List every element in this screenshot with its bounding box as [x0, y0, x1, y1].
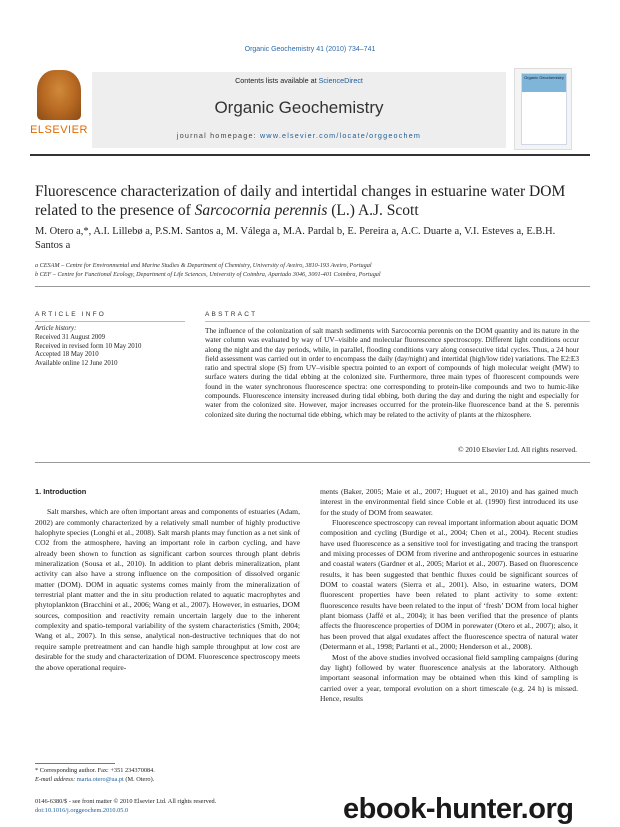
paragraph: ments (Baker, 2005; Maie et al., 2007; Huguet et al., 2010) and has gained much interest in the environmental field since Coble et al. (1990) first introduced its use for the study of DOM from seawater. [320, 487, 578, 517]
watermark-text: ebook-hunter.org [343, 793, 574, 825]
contents-line [92, 76, 506, 85]
body-column-left [35, 487, 300, 673]
abstract-rule [205, 321, 590, 322]
paragraph: Salt marshes, which are often important areas and components of estuaries (Adam, 2002) are commonly characterized by a relatively small number of highly productive halophyte species (Longhi et al., 2008). Salt marsh plants may function as a net sink of CO2 from the atmosphere, having an important role in carbon cycling, and have already been shown to function as significant carbon sources through plant debris mineralization (Sousa et al., 2010). In addition to plant debris mineralization, plant activity can also have a strong influence on the composition of dissolved organic matter (DOM). DOM in aquatic systems comes mainly from the mineralization of terrestrial plant matter and the in situ production related to aquatic macrophytes and phytoplankton (Bracchini et al., 2006; Wang et al., 2007). However, in estuaries, DOM sources, composition and reactivity remain uncertain largely due to the inherent complexity and spatio-temporal variability of the system characteristics (Smith, 2004; Wang et al., 2007). In this sense, analytical non-destructive techniques that do not require sample pretreatment and can handle high sample throughput at low cost are desirable for the study and characterization of DOM. Fluorescence spectroscopy meets the above operational require- [35, 507, 300, 672]
email-line [35, 776, 300, 785]
title-part2: (L.) A.J. Scott [327, 202, 419, 219]
paragraph: Fluorescence spectroscopy can reveal important information about aquatic DOM composition and cycling (Burdige et al., 2004; Chen et al., 2004). Recent studies have used fluorescence as a sensitive tool for investigating and tracing the transport and mixing processes of DOM from riverine and anthropogenic sources in estuarine and coastal waters (Gardner et al., 2005; Mariot et al., 2007). Based on fluorescence results, it has been suggested that benthic fluxes could be significant sources of DOM to coastal waters (Sierra et al., 2001). Also, in estuarine waters, DOM fluorescent properties have been related to plant activity to some extent: fluorescence results have been related to the input of ‘fresh’ DOM from local higher plant biomass (Jaffé et al., 2004); it has been verified that the presence of plants affects the fluorescence properties of DOM in porewater (Otero et al., 2007); also, it has been proved that algal exudates affect the fluorescence spectra of natural water (Determann et al., 1998; Parlanti et al., 2000; Henderson et al., 2008). [320, 518, 578, 652]
journal-homepage [92, 131, 506, 140]
author-list: M. Otero a,*, A.I. Lillebø a, P.S.M. Santos a, M. Válega a, M.A. Pardal b, E. Pereira a, A.C. Duarte a, V.I. Esteves a, E.B.H. Santos a [35, 226, 556, 251]
received-date: Received 31 August 2009 [35, 333, 106, 341]
elsevier-wordmark: ELSEVIER [30, 124, 88, 136]
affiliation-b: b CEF – Centre for Functional Ecology, Department of Life Sciences, University of Coimbra, Apartado 3046, 3001-401 Coimbra, Portugal [35, 271, 381, 278]
sciencedirect-link[interactable]: ScienceDirect [318, 76, 363, 85]
elsevier-logo [30, 68, 88, 152]
affiliation-a: a CESAM – Centre for Environmental and Marine Studies & Department of Chemistry, University of Aveiro, 3810-193 Aveiro, Portugal [35, 262, 372, 269]
email-link[interactable]: marta.otero@ua.pt [76, 775, 124, 783]
body-column-right [320, 487, 578, 704]
header-rule [30, 154, 590, 156]
affiliations [35, 261, 590, 279]
cover-page [521, 73, 567, 145]
cover-title: Organic Geochemistry [524, 75, 564, 80]
article-history [35, 325, 185, 369]
article-info-rule [35, 321, 185, 322]
email-label: E-mail address: [35, 775, 77, 783]
contents-prefix: Contents lists available at [235, 76, 319, 85]
homepage-prefix: journal homepage: [176, 131, 261, 140]
title-part1: Fluorescence characterization of daily and intertidal changes in estuarine water DOM related to the presence of [35, 183, 566, 219]
article-title [35, 182, 585, 220]
journal-reference[interactable]: Organic Geochemistry 41 (2010) 734–741 [244, 46, 376, 53]
journal-title: Organic Geochemistry [214, 98, 384, 117]
article-info-heading: ARTICLE INFO [35, 311, 107, 318]
paragraph: Most of the above studies involved occasional field sampling campaigns (during day light) followed by water fluorescence analysis at the laboratory. Although important seasonal information may be obtained when this kind of sampling is carried over a year, temporal evolution on a short timescale (e.g. 24 h) is missed. Hence, results [320, 652, 578, 703]
doi-link[interactable]: doi:10.1016/j.orggeochem.2010.05.0 [35, 806, 129, 814]
elsevier-tree-icon [37, 70, 81, 120]
abstract-heading: ABSTRACT [205, 311, 258, 318]
issn-doi-block [35, 798, 335, 815]
abstract-copyright: © 2010 Elsevier Ltd. All rights reserved. [457, 445, 577, 454]
homepage-link[interactable]: www.elsevier.com/locate/orggeochem [260, 131, 422, 140]
email-suffix: (M. Otero). [123, 775, 155, 783]
journal-cover-thumbnail [514, 68, 572, 150]
title-species: Sarcocornia perennis [194, 202, 328, 219]
corresponding-author-note: * Corresponding author. Fax: +351 234370084. [35, 767, 155, 774]
accepted-date: Accepted 18 May 2010 [35, 351, 99, 359]
revised-date: Received in revised form 10 May 2010 [35, 342, 142, 350]
footnote-rule [35, 763, 115, 764]
online-date: Available online 12 June 2010 [35, 360, 118, 368]
footnotes [35, 767, 300, 784]
abstract-text: The influence of the colonization of salt marsh sediments with Sarcocornia perennis on the DOM quantity and its nature in the water column was evaluated by way of UV–visible and molecular fluorescence spectroscopy. Different light conditions occur along the night and the day periods, while, in parallel, flooding conditions vary along consecutive tidal cycles. Thus, a 24 hour field assessment was carried out in order to encompass the daily (day/night) and intertidal (high/low tide) variations. The E2:E3 ratio and spectral slope (S) from UV–visible spectra pointed to an export of compounds of high molecular weight (MW) to surface waters during the tidal ebbing at the colonized site. Furthermore, three main types of fluorescent compounds were found in the water synchronous fluorescence spectra: one corresponding to protein-like compounds and two to humic-like compounds. Fluorescence intensity increased during tidal ebbing, both during the day and during the night and especially for water from the colonized site. However, major increases occurred for the protein-like fluorescence band at the S. perennis colonized site during the nocturnal tide ebbing, which may be related to the activity of plants at the rhizosphere. [205, 326, 579, 419]
divider [35, 286, 590, 287]
history-label: Article history: [35, 325, 77, 332]
introduction-heading: 1. Introduction [35, 487, 87, 496]
issn-line: 0146-6380/$ - see front matter © 2010 Elsevier Ltd. All rights reserved. [35, 798, 217, 805]
divider [35, 462, 590, 463]
